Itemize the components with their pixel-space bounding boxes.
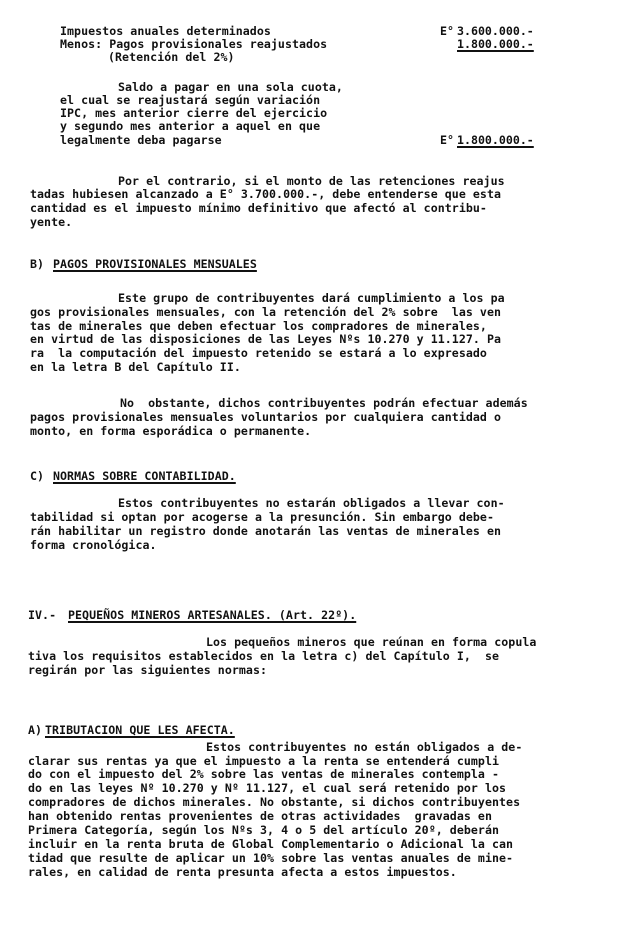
paragraph-line: incluir en la renta bruta de Global Complementario o Adicional la can <box>28 837 514 851</box>
currency-symbol: E° <box>440 24 454 38</box>
paragraph-line: rales, en calidad de renta presunta afecta a estos impuestos. <box>28 865 457 879</box>
paragraph-line: en virtud de las disposiciones de las Leyes Nºs 10.270 y 11.127. Pa <box>30 332 502 346</box>
paragraph-line: No obstante, dichos contribuyentes podrán efectuar además <box>120 396 528 410</box>
section-iv-prefix: IV.- <box>28 608 57 622</box>
section-b-heading: PAGOS PROVISIONALES MENSUALES <box>53 257 257 271</box>
paragraph-line: monto, en forma esporádica o permanente. <box>30 424 312 438</box>
amount-pagos-provisionales: 1.800.000.- <box>457 37 534 51</box>
paragraph-line: Estos contribuyentes no están obligados a de- <box>206 740 523 754</box>
summary-line-impuestos: Impuestos anuales determinados <box>60 24 271 38</box>
paragraph-line: tadas hubiesen alcanzado a E° 3.700.000.-, debe entenderse que esta <box>30 187 502 201</box>
paragraph-line: tas de minerales que deben efectuar los compradores de minerales, <box>30 319 487 333</box>
paragraph-line: tidad que resulte de aplicar un 10% sobre las ventas anuales de mine- <box>28 851 514 865</box>
amount-impuestos: 3.600.000.- <box>457 24 534 38</box>
paragraph-line: ra la computación del impuesto retenido se estará a lo expresado <box>30 346 487 360</box>
paragraph-line: Primera Categoría, según los Nºs 3, 4 o 5 del artículo 20º, deberán <box>28 823 500 837</box>
paragraph-line: Estos contribuyentes no estarán obligados a llevar con- <box>118 496 505 510</box>
paragraph-line: tiva los requisitos establecidos en la letra c) del Capítulo I, se <box>28 649 500 663</box>
currency-symbol: E° <box>440 133 454 147</box>
paragraph-line: forma cronológica. <box>30 538 157 552</box>
paragraph-line: pagos provisionales mensuales voluntarios por cualquiera cantidad o <box>30 410 502 424</box>
paragraph-line: Los pequeños mineros que reúnan en forma copula <box>206 635 537 649</box>
section-iv-a-heading: TRIBUTACION QUE LES AFECTA. <box>45 723 235 737</box>
saldo-line: IPC, mes anterior cierre del ejercicio <box>60 106 328 120</box>
section-iv-heading: PEQUEÑOS MINEROS ARTESANALES. (Art. 22º). <box>68 608 357 622</box>
paragraph-line: han obtenido rentas provenientes de otras actividades gravadas en <box>28 809 492 823</box>
paragraph-line: regirán por las siguientes normas: <box>28 663 268 677</box>
saldo-line: Saldo a pagar en una sola cuota, <box>118 80 343 94</box>
saldo-line: y segundo mes anterior a aquel en que <box>60 119 321 133</box>
paragraph-line: compradores de dichos minerales. No obstante, si dichos contribuyentes <box>28 795 521 809</box>
paragraph-line: Este grupo de contribuyentes dará cumplimiento a los pa <box>118 291 505 305</box>
saldo-line: el cual se reajustará según variación <box>60 93 321 107</box>
paragraph-line: tabilidad si optan por acogerse a la presunción. Sin embargo debe- <box>30 510 494 524</box>
paragraph-line: Por el contrario, si el monto de las retenciones reajus <box>118 174 505 188</box>
paragraph-line: do con el impuesto del 2% sobre las ventas de minerales contempla - <box>28 767 500 781</box>
amount-saldo: 1.800.000.- <box>457 133 534 147</box>
summary-line-menos: Menos: Pagos provisionales reajustados <box>60 37 328 51</box>
saldo-line: legalmente deba pagarse <box>60 133 222 147</box>
paragraph-line: do en las leyes Nº 10.270 y Nº 11.127, el cual será retenido por los <box>28 781 507 795</box>
paragraph-line: rán habilitar un registro donde anotarán las ventas de minerales en <box>30 524 502 538</box>
section-c-heading: NORMAS SOBRE CONTABILIDAD. <box>53 469 236 483</box>
paragraph-line: gos provisionales mensuales, con la retención del 2% sobre las ven <box>30 305 502 319</box>
summary-line-retencion: (Retención del 2%) <box>108 50 235 64</box>
paragraph-line: cantidad es el impuesto mínimo definitivo que afectó al contribu- <box>30 201 487 215</box>
paragraph-line: clarar sus rentas ya que el impuesto a la renta se entenderá cumpli <box>28 754 500 768</box>
paragraph-line: yente. <box>30 215 73 229</box>
paragraph-line: en la letra B del Capítulo II. <box>30 360 241 374</box>
section-c-prefix: C) <box>30 469 45 483</box>
section-b-prefix: B) <box>30 257 45 271</box>
section-iv-a-prefix: A) <box>28 723 43 737</box>
